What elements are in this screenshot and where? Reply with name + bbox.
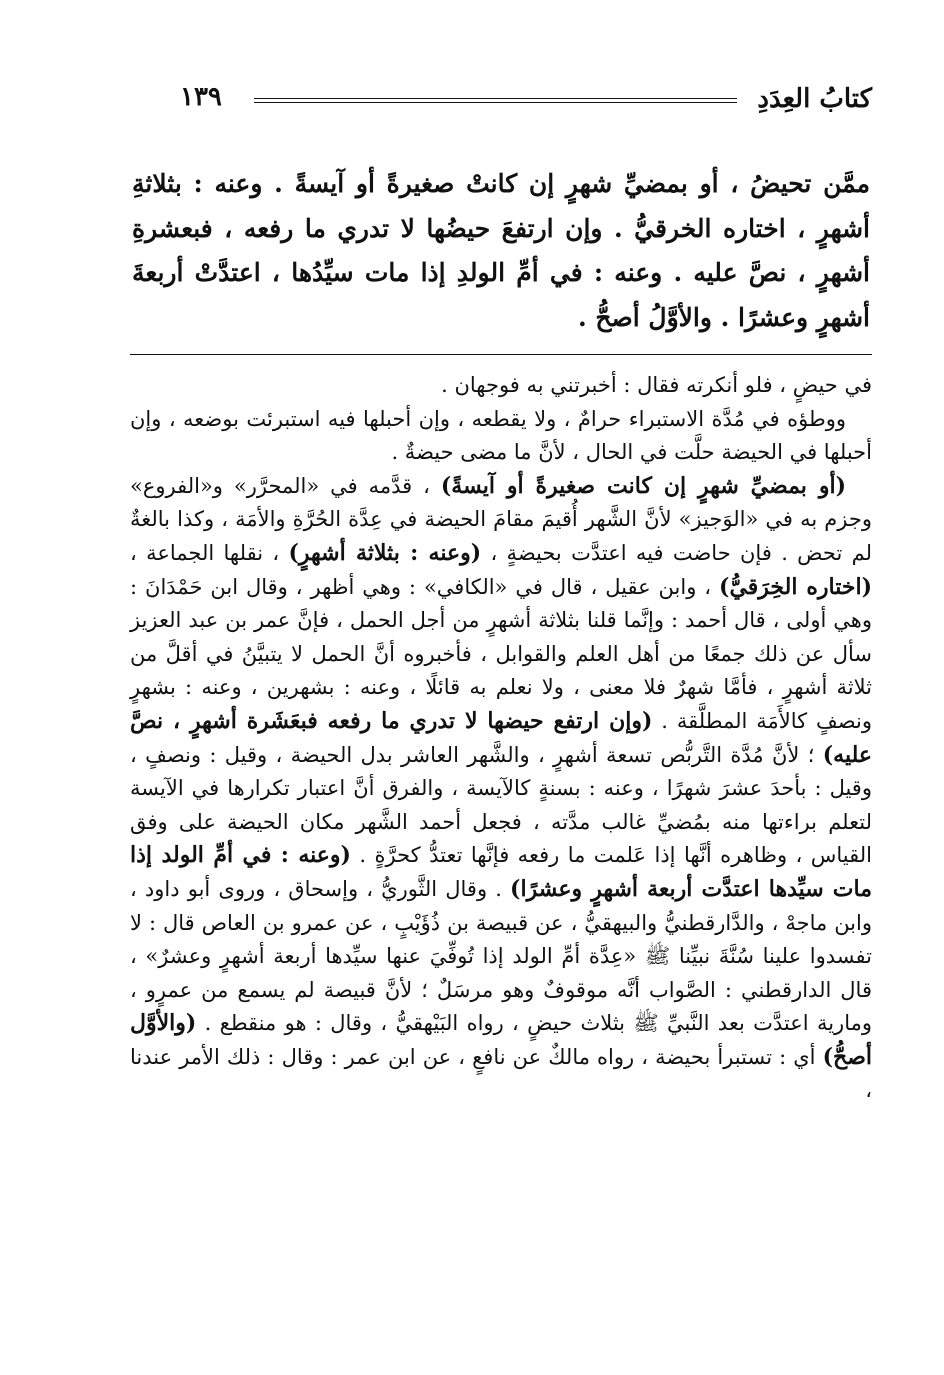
running-title: كتابُ العِدَدِ	[757, 84, 872, 114]
quoted-matn: (وعنه : بثلاثة أشهرٍ)	[288, 539, 482, 566]
quoted-matn: (والأوَّل أصحُّ)	[130, 1010, 872, 1070]
quoted-matn: (أو بمضيِّ شهرٍ إن كانت صغيرةً أو آيسةً)	[440, 472, 846, 499]
page-header	[172, 82, 872, 122]
commentary	[130, 369, 872, 1108]
header-rule	[254, 98, 737, 103]
commentary-paragraph-3	[130, 470, 872, 1108]
commentary-paragraph-1: في حيضٍ ، فلو أنكرته فقال : أخبرتني به فوجهان .	[441, 373, 872, 397]
text-separator	[130, 354, 872, 355]
commentary-text: ، نقلها الجماعة ،	[130, 540, 289, 565]
commentary-text: . وقال الثَّوريُّ ، وإسحاق ، وروى أبو داود ، وابن ماجهْ ، والدَّارقطنيُّ والبيهقيُّ ، عن قبيصة بن ذُؤَيْبٍ ، عن عمرو بن العاص قال : لا تفسدوا علينا سُنَّةَ نبيِّنا ﷺ «عِدَّة أمِّ الولد إذا تُوفِّيَ عنها سيِّدها أربعة أشهرٍ وعشرٌ» ، قال الدارقطني : الصَّواب أنَّه موقوفٌ وهو مرسَلٌ ؛ لأنَّ قبيصة لم يسمع من عمرٍو ، ومارية اعتدَّت بعد النَّبيِّ ﷺ بثلاث حيضٍ ، رواه البَيْهقيُّ ، وقال : هو منقطع .	[130, 876, 873, 1036]
commentary-paragraph-2: ووطؤه في مُدَّة الاستبراء حرامٌ ، ولا يقطعه ، وإن أحبلها فيه استبرئت بوضعه ، وإن أحبلها في الحيضة حلَّت في الحال ، لأنَّ ما مضى حيضةٌ .	[130, 406, 872, 465]
commentary-text: ، وابن عقيل ، قال في «الكافي» : وهي أظهر ، وقال ابن حَمْدَانَ : وهي أولى ، قال أحمد : وإنَّما قلنا بثلاثة أشهرٍ من أجل الحمل ، فإنَّ عمر بن عبد العزيز سأل عن ذلك جمعًا من أهل العلم والقوابل ، فأخبروه أنَّ الحمل لا يتبيَّنُ في أقلَّ من ثلاثة أشهرٍ ، فأمَّا شهرٌ فلا معنى ، ولا نعلم به قائلًا ، وعنه : بشهرين ، وعنه : بشهرٍ ونصفٍ كالأَمَة المطلَّقة .	[130, 574, 872, 733]
page-number: ١٣٩	[180, 82, 222, 112]
quoted-matn: (وعنه : في أمِّ الولد إذا مات سيِّدها اعتدَّت أربعة أشهرٍ وعشرًا)	[130, 842, 873, 902]
commentary-text: أي : تستبرأ بحيضة ، رواه مالكٌ عن نافعٍ ، عن ابن عمر : وقال : ذلك الأمر عندنا ،	[130, 1044, 872, 1103]
quoted-matn: (وإن ارتفع حيضها لا تدري ما رفعه فبعَشَرة أشهرٍ ، نصَّ عليه)	[130, 707, 872, 768]
quoted-matn: (اختاره الخِرَقيُّ)	[719, 573, 872, 600]
commentary-text: ، قدَّمه في «المحرَّر» و«الفروع» وجزم به في «الوَجيز» لأنَّ الشَّهر أُقيمَ مقامَ الحيضة في عِدَّة الحُرَّةِ والأمَة ، وكذا بالغةٌ لم تحض . فإن حاضت فيه اعتدَّت بحيضةٍ ،	[130, 473, 873, 565]
commentary-text: ؛ لأنَّ مُدَّة التَّربُّص تسعة أشهرٍ ، والشَّهر العاشر بدل الحيضة ، وقيل : ونصفٍ ، وقيل : بأحدَ عشرَ شهرًا ، وعنه : بسنةٍ كالآيسة ، والفرق أنَّ اعتبار تكرارها في الآيسة لتعلم براءتها منه بمُضيِّ غالب مدَّته ، فجعل أحمد الشَّهر مكان الحيضة على وفق القياس ، وظاهره أنَّها إذا عَلمت ما رفعه فإنَّها تعتدُّ كحرَّةٍ .	[130, 742, 872, 868]
matn-text: ممَّن تحيضُ ، أو بمضيِّ شهرٍ إن كانتْ صغيرةً أو آيسةً . وعنه : بثلاثةِ أشهرٍ ، اختاره الخرقيُّ . وإن ارتفعَ حيضُها لا تدري ما رفعه ، فبعشرةِ أشهرٍ ، نصَّ عليه . وعنه : في أمِّ الولدِ إذا مات سيِّدُها ، اعتدَّتْ أربعةَ أشهرٍ وعشرًا . والأوَّلُ أصحُّ .	[132, 169, 870, 332]
